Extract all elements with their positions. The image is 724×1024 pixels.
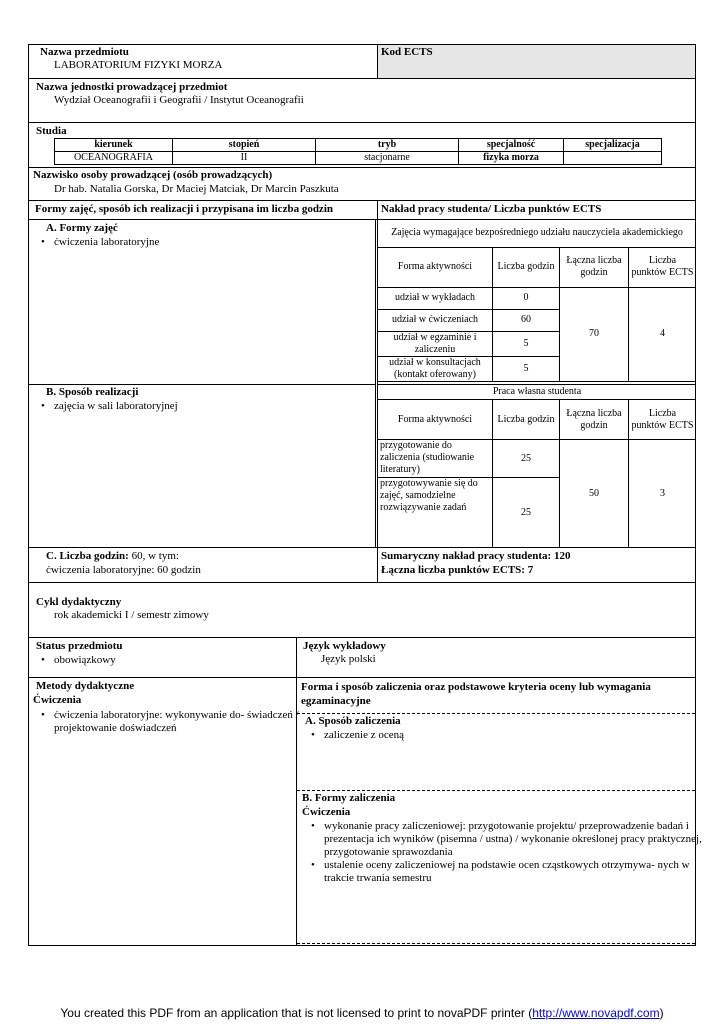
studies-header: kierunek — [55, 139, 173, 152]
assess-b-list — [306, 820, 708, 885]
studies-value: II — [173, 152, 316, 165]
cycle-label: Cykl dydaktyczny — [36, 596, 122, 608]
contact-activity: udział w konsultacjach (kontakt oferowany) — [378, 356, 493, 381]
language-value: Język polski — [321, 653, 376, 665]
divider — [28, 167, 696, 168]
own-activity: przygotowywanie się do zajęć, samodzielne rozwiązywanie zadań — [378, 478, 493, 548]
teachers-label: Nazwisko osoby prowadzącej (osób prowadzących) — [33, 169, 273, 181]
frame-bottom — [28, 945, 696, 946]
contact-activity: udział w egzaminie i zaliczeniu — [378, 331, 493, 356]
own-header: Liczba godzin — [493, 400, 560, 440]
section-b-item: • zajęcia w sali laboratoryjnej — [54, 400, 178, 413]
own-header: Forma aktywności — [378, 400, 493, 440]
divider — [28, 677, 696, 678]
section-c-title — [46, 550, 179, 562]
methods-list — [36, 709, 306, 735]
summary-ects: Łączna liczba punktów ECTS: 7 — [381, 564, 534, 576]
workload-header: Nakład pracy studenta/ Liczba punktów ECTS — [381, 203, 602, 215]
own-header: Liczba punktów ECTS — [629, 400, 697, 440]
own-activity: przygotowanie do zaliczenia (studiowanie literatury) — [378, 440, 493, 478]
contact-header: Łączna liczba godzin — [560, 247, 629, 287]
studies-value: stacjonarne — [316, 152, 459, 165]
section-a-item: • ćwiczenia laboratoryjne — [54, 236, 159, 249]
section-b-list — [36, 400, 178, 413]
section-c-title-bold: C. Liczba godzin: — [46, 550, 129, 562]
divider — [297, 790, 695, 791]
divider — [28, 200, 696, 201]
section-b-title: B. Sposób realizacji — [46, 386, 139, 398]
own-hours: 25 — [493, 440, 560, 478]
own-hours: 25 — [493, 478, 560, 548]
status-label: Status przedmiotu — [36, 640, 123, 652]
divider — [28, 637, 696, 638]
studies-header: stopień — [173, 139, 316, 152]
contact-ects: 4 — [629, 287, 697, 381]
methods-item: • ćwiczenia laboratoryjne: wykonywanie do- świadczeń / projektowanie doświadczeń — [54, 709, 306, 735]
unit-value: Wydział Oceanografii i Geografii / Instytut Oceanografii — [54, 94, 304, 106]
studies-value: OCEANOGRAFIA — [55, 152, 173, 165]
contact-hours: 60 — [493, 309, 560, 331]
contact-header: Liczba punktów ECTS — [629, 247, 697, 287]
contact-header: Liczba godzin — [493, 247, 560, 287]
divider — [28, 547, 696, 548]
contact-title: Zajęcia wymagające bezpośredniego udziału nauczyciela akademickiego — [378, 219, 697, 247]
contact-hours: 5 — [493, 331, 560, 356]
contact-hours: 0 — [493, 287, 560, 309]
footer-text: You created this PDF from an application that is not licensed to print to novaPDF printer ( — [60, 1006, 533, 1020]
divider — [296, 637, 297, 945]
assess-b-title: B. Formy zaliczenia — [302, 792, 396, 804]
methods-sub: Ćwiczenia — [33, 694, 82, 706]
forms-header: Formy zajęć, sposób ich realizacji i przypisana im liczba godzin — [35, 203, 333, 215]
assess-a-item: • zaliczenie z oceną — [324, 729, 404, 742]
own-title: Praca własna studenta — [378, 385, 697, 400]
contact-activity: udział w wykładach — [378, 287, 493, 309]
footer-notice — [0, 1006, 724, 1020]
assess-b-item: • wykonanie pracy zaliczeniowej: przygotowanie projektu/ przeprowadzenie badań i prezentacja ich wyników (pisemna / ustna) / wykonanie określonej pracy praktycznej, przygotowanie sprawozdania — [324, 820, 708, 859]
summary-total: Sumaryczny nakład pracy studenta: 120 — [381, 550, 571, 562]
studies-header: specjalność — [459, 139, 564, 152]
divider — [28, 122, 696, 123]
divider — [377, 44, 378, 79]
studies-value: fizyka morza — [459, 152, 564, 165]
own-work-table — [377, 384, 696, 548]
language-label: Język wykładowy — [303, 640, 386, 652]
contact-header: Forma aktywności — [378, 247, 493, 287]
status-list — [36, 654, 116, 667]
divider — [297, 943, 695, 944]
contact-hours-table — [377, 219, 696, 382]
teachers-value: Dr hab. Natalia Gorska, Dr Maciej Matciak, Dr Marcin Paszkuta — [54, 183, 339, 195]
section-c-title-rest: 60, w tym: — [128, 550, 179, 562]
divider — [28, 78, 696, 79]
own-total-hours: 50 — [560, 440, 629, 548]
section-a-title: A. Formy zajęć — [46, 222, 118, 234]
contact-activity: udział w ćwiczeniach — [378, 309, 493, 331]
section-c-line: ćwiczenia laboratoryjne: 60 godzin — [46, 564, 201, 576]
own-header: Łączna liczba godzin — [560, 400, 629, 440]
divider — [375, 219, 376, 547]
studies-value — [564, 152, 662, 165]
assess-b-item: • ustalenie oceny zaliczeniowej na podstawie ocen cząstkowych otrzymywa- nych w trakcie trwania semestru — [324, 859, 708, 885]
assessment-label: Forma i sposób zaliczenia oraz podstawowe kryteria oceny lub wymagania egzaminacyjne — [301, 681, 651, 707]
contact-total-hours: 70 — [560, 287, 629, 381]
section-a-list — [36, 236, 159, 249]
footer-end: ) — [659, 1006, 664, 1020]
studies-header: tryb — [316, 139, 459, 152]
subject-label: Nazwa przedmiotu — [40, 46, 129, 58]
assess-b-sub: Ćwiczenia — [302, 806, 351, 818]
divider — [297, 713, 695, 714]
frame-left — [28, 44, 29, 946]
studies-table — [54, 138, 662, 165]
assess-a-list — [306, 729, 404, 742]
studies-header: specjalizacja — [564, 139, 662, 152]
unit-label: Nazwa jednostki prowadzącej przedmiot — [36, 81, 228, 93]
own-ects: 3 — [629, 440, 697, 548]
contact-hours: 5 — [493, 356, 560, 381]
divider — [28, 582, 696, 583]
cycle-value: rok akademicki I / semestr zimowy — [54, 609, 209, 621]
ects-code-label: Kod ECTS — [381, 46, 433, 58]
subject-value: LABORATORIUM FIZYKI MORZA — [54, 59, 223, 71]
methods-label: Metody dydaktyczne — [36, 680, 135, 692]
assess-a-title: A. Sposób zaliczenia — [305, 715, 401, 727]
studies-label: Studia — [36, 125, 67, 137]
footer-link[interactable]: http://www.novapdf.com — [532, 1006, 660, 1020]
divider — [28, 384, 376, 385]
status-item: • obowiązkowy — [54, 654, 116, 667]
